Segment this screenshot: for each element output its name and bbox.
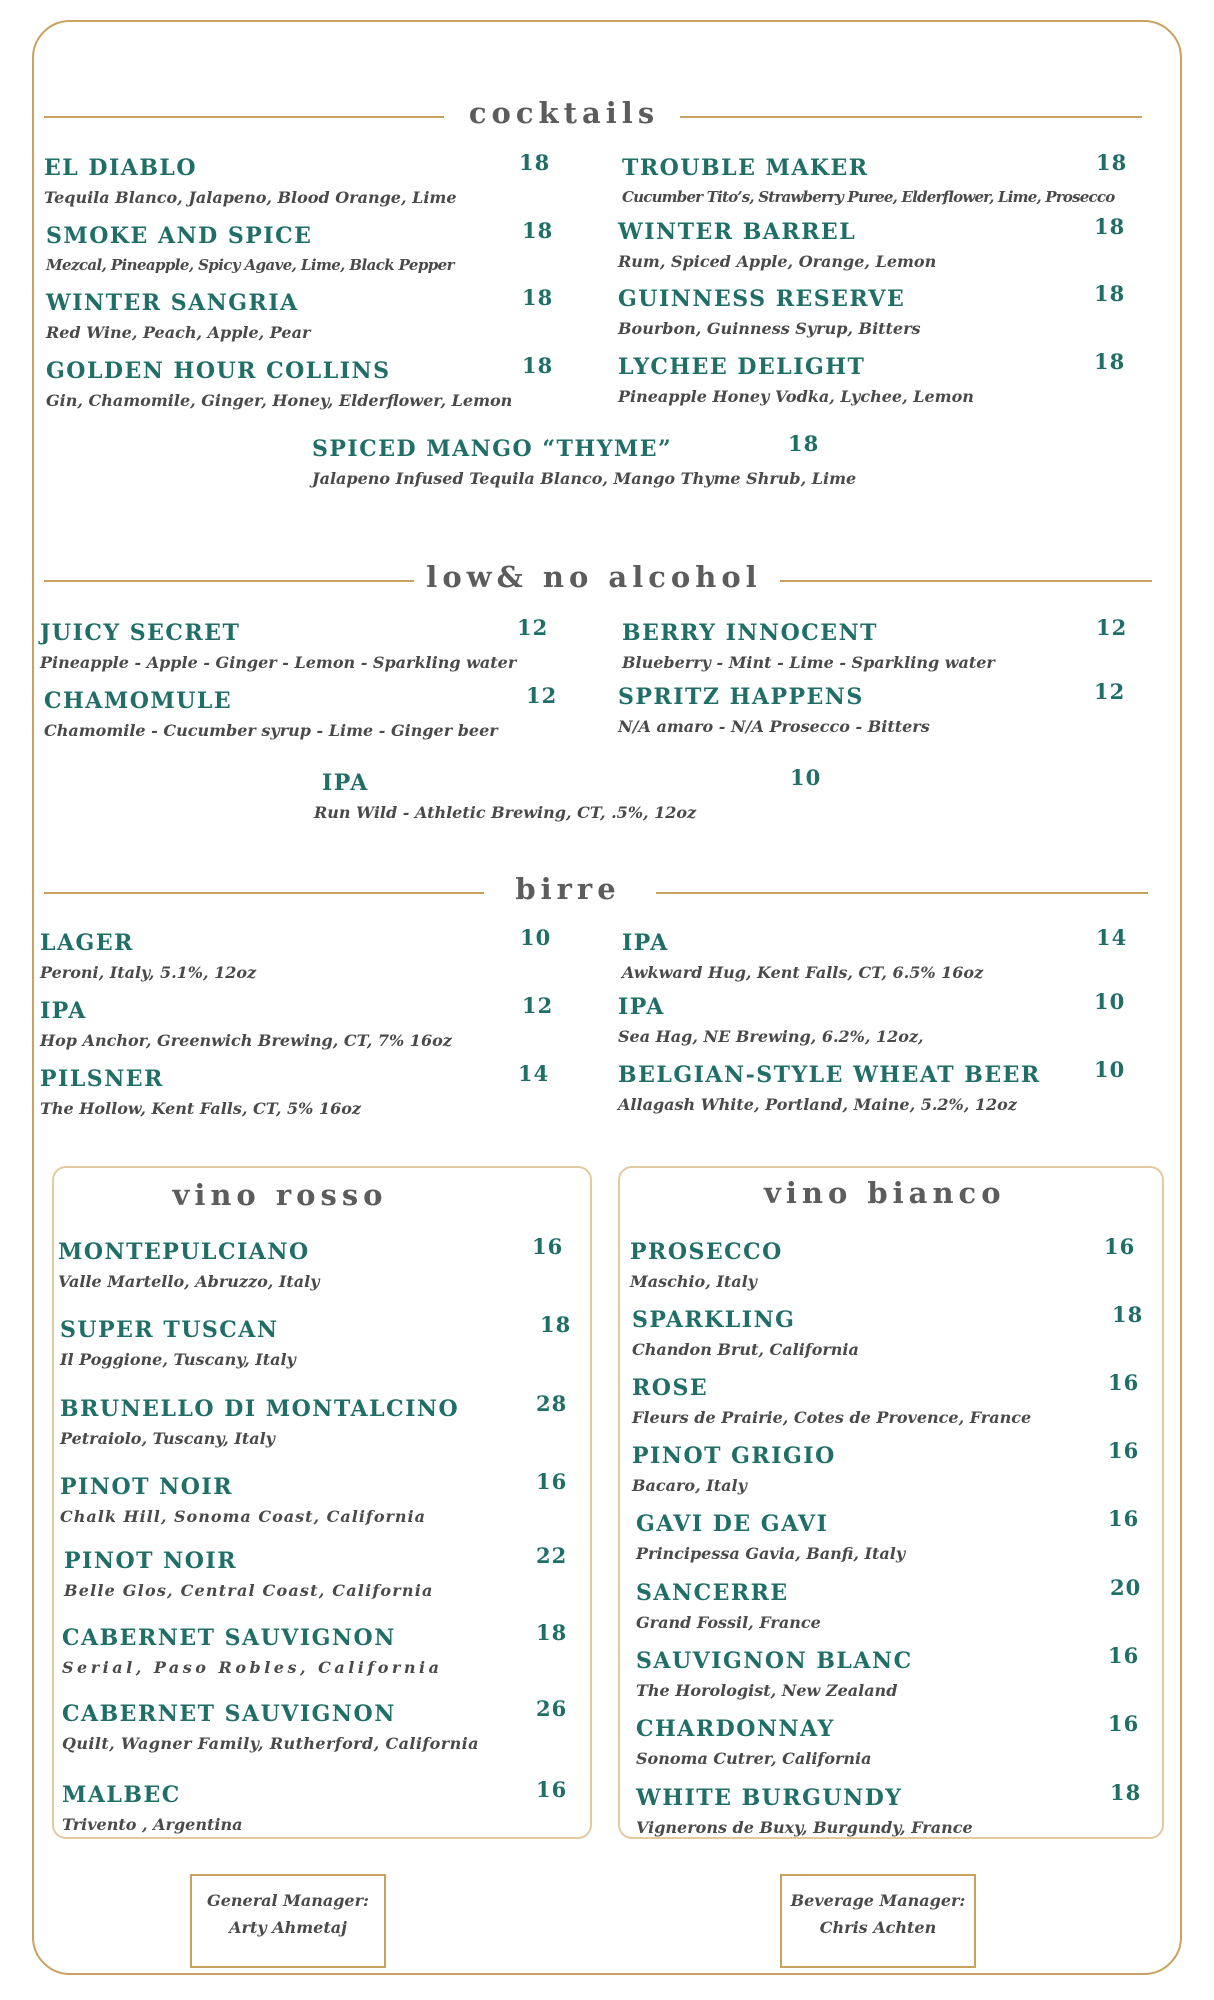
item-price: 16 (536, 1777, 568, 1802)
item-name: GAVI DE GAVI (636, 1511, 829, 1537)
item-description: Hop Anchor, Greenwich Brewing, CT, 7% 16oz (40, 1031, 452, 1050)
item-name: MONTEPULCIANO (58, 1239, 310, 1265)
item-price: 18 (522, 285, 554, 310)
general-manager-card (190, 1874, 386, 1968)
divider (656, 892, 1148, 894)
item-price: 18 (1096, 150, 1128, 175)
section-title-low-no-alcohol: low& no alcohol (426, 560, 762, 594)
item-price: 12 (526, 683, 558, 708)
item-name: SPARKLING (632, 1307, 796, 1333)
item-price: 18 (1112, 1302, 1144, 1327)
item-description: Fleurs de Prairie, Cotes de Provence, France (632, 1408, 1032, 1427)
item-price: 18 (519, 150, 551, 175)
item-price: 18 (1094, 349, 1126, 374)
item-name: PINOT GRIGIO (632, 1443, 836, 1469)
item-price: 16 (1104, 1234, 1136, 1259)
divider (44, 116, 444, 118)
divider (780, 580, 1152, 582)
item-price: 18 (536, 1620, 568, 1645)
item-description: The Horologist, New Zealand (636, 1681, 898, 1700)
section-title-birre: birre (515, 872, 621, 906)
item-name: LAGER (40, 930, 134, 956)
item-description: Chamomile - Cucumber syrup - Lime - Ginger beer (44, 721, 498, 740)
item-price: 22 (536, 1543, 568, 1568)
divider (44, 580, 414, 582)
item-price: 18 (522, 353, 554, 378)
item-description: Quilt, Wagner Family, Rutherford, California (62, 1734, 479, 1753)
beverage-manager-title: Beverage Manager: (790, 1891, 966, 1910)
item-name: BELGIAN-STYLE WHEAT BEER (618, 1062, 1041, 1088)
item-price: 28 (536, 1391, 568, 1416)
item-description: Awkward Hug, Kent Falls, CT, 6.5% 16oz (622, 963, 984, 982)
item-price: 10 (1094, 1057, 1126, 1082)
item-name: CHAMOMULE (44, 688, 233, 714)
item-price: 18 (1094, 214, 1126, 239)
item-description: Sea Hag, NE Brewing, 6.2%, 12oz, (618, 1027, 924, 1046)
item-price: 18 (1110, 1780, 1142, 1805)
item-price: 16 (1108, 1438, 1140, 1463)
item-description: Petraiolo, Tuscany, Italy (60, 1429, 275, 1448)
item-description: Pineapple Honey Vodka, Lychee, Lemon (618, 387, 974, 406)
item-description: Sonoma Cutrer, California (636, 1749, 872, 1768)
item-name: EL DIABLO (44, 155, 198, 181)
item-price: 14 (518, 1061, 550, 1086)
divider (680, 116, 1142, 118)
item-name: SAUVIGNON BLANC (636, 1648, 913, 1674)
item-name: SPICED MANGO “THYME” (312, 436, 673, 462)
item-name: SUPER TUSCAN (60, 1317, 279, 1343)
item-description: Allagash White, Portland, Maine, 5.2%, 12oz (618, 1095, 1017, 1114)
item-price: 20 (1110, 1575, 1142, 1600)
item-description: Tequila Blanco, Jalapeno, Blood Orange, Lime (44, 188, 457, 207)
item-description: Pineapple - Apple - Ginger - Lemon - Sparkling water (40, 653, 517, 672)
item-description: Vignerons de Buxy, Burgundy, France (636, 1818, 973, 1837)
item-description: Grand Fossil, France (636, 1613, 821, 1632)
item-name: PINOT NOIR (60, 1474, 233, 1500)
item-name: TROUBLE MAKER (622, 155, 869, 181)
item-description: Jalapeno Infused Tequila Blanco, Mango Thyme Shrub, Lime (312, 469, 857, 488)
item-description: Principessa Gavia, Banfi, Italy (636, 1544, 906, 1563)
item-name: PINOT NOIR (64, 1548, 237, 1574)
item-name: ROSE (632, 1375, 709, 1401)
item-name: MALBEC (62, 1782, 181, 1808)
item-name: WINTER SANGRIA (46, 290, 299, 316)
item-description: Mezcal, Pineapple, Spicy Agave, Lime, Black Pepper (46, 256, 454, 274)
item-description: Rum, Spiced Apple, Orange, Lemon (618, 252, 937, 271)
item-name: IPA (40, 998, 87, 1024)
item-price: 26 (536, 1696, 568, 1721)
item-price: 16 (1108, 1506, 1140, 1531)
item-name: CHARDONNAY (636, 1716, 835, 1742)
item-description: Peroni, Italy, 5.1%, 12oz (40, 963, 257, 982)
item-name: IPA (622, 930, 669, 956)
item-name: CABERNET SAUVIGNON (62, 1701, 396, 1727)
item-description: Valle Martello, Abruzzo, Italy (58, 1272, 320, 1291)
item-name: WINTER BARREL (618, 219, 857, 245)
item-description: Red Wine, Peach, Apple, Pear (46, 323, 311, 342)
item-name: JUICY SECRET (40, 620, 241, 646)
item-name: SPRITZ HAPPENS (618, 684, 864, 710)
section-title-vino-rosso: vino rosso (172, 1178, 388, 1212)
item-name: IPA (618, 994, 665, 1020)
item-price: 18 (788, 431, 820, 456)
item-price: 16 (1108, 1711, 1140, 1736)
item-name: CABERNET SAUVIGNON (62, 1625, 396, 1651)
item-description: Bourbon, Guinness Syrup, Bitters (618, 319, 921, 338)
beverage-manager-name: Chris Achten (819, 1918, 937, 1937)
item-name: IPA (322, 770, 369, 796)
item-price: 18 (1094, 281, 1126, 306)
item-price: 12 (522, 993, 554, 1018)
item-price: 14 (1096, 925, 1128, 950)
item-price: 12 (517, 615, 549, 640)
item-name: BERRY INNOCENT (622, 620, 879, 646)
item-price: 16 (1108, 1643, 1140, 1668)
item-description: Chalk Hill, Sonoma Coast, California (60, 1507, 426, 1526)
section-title-vino-bianco: vino bianco (764, 1176, 1006, 1210)
item-price: 16 (1108, 1370, 1140, 1395)
item-name: PROSECCO (630, 1239, 783, 1265)
item-name: SANCERRE (636, 1580, 789, 1606)
item-description: Gin, Chamomile, Ginger, Honey, Elderflower, Lemon (46, 391, 513, 410)
item-description: Belle Glos, Central Coast, California (64, 1581, 434, 1600)
item-description: Trivento , Argentina (62, 1815, 243, 1834)
item-price: 18 (540, 1312, 572, 1337)
item-price: 16 (532, 1234, 564, 1259)
item-description: Il Poggione, Tuscany, Italy (60, 1350, 296, 1369)
item-price: 10 (520, 925, 552, 950)
item-name: GOLDEN HOUR COLLINS (46, 358, 391, 384)
item-name: GUINNESS RESERVE (618, 286, 906, 312)
item-description: Chandon Brut, California (632, 1340, 859, 1359)
divider (44, 892, 484, 894)
item-name: BRUNELLO DI MONTALCINO (60, 1396, 460, 1422)
item-name: WHITE BURGUNDY (636, 1785, 903, 1811)
item-price: 10 (1094, 989, 1126, 1014)
item-price: 12 (1096, 615, 1128, 640)
item-description: Run Wild - Athletic Brewing, CT, .5%, 12oz (314, 803, 697, 822)
item-description: Bacaro, Italy (632, 1476, 747, 1495)
item-price: 10 (790, 765, 822, 790)
section-title-cocktails: cocktails (468, 96, 660, 130)
general-manager-title: General Manager: (207, 1891, 369, 1910)
item-price: 12 (1094, 679, 1126, 704)
item-name: SMOKE AND SPICE (46, 223, 313, 249)
item-description: Cucumber Tito’s, Strawberry Puree, Elderflower, Lime, Prosecco (622, 188, 1115, 206)
item-name: PILSNER (40, 1066, 164, 1092)
item-price: 18 (522, 218, 554, 243)
item-description: Maschio, Italy (630, 1272, 757, 1291)
item-price: 16 (536, 1469, 568, 1494)
item-description: Serial, Paso Robles, California (62, 1658, 443, 1677)
item-description: The Hollow, Kent Falls, CT, 5% 16oz (40, 1099, 361, 1118)
item-name: LYCHEE DELIGHT (618, 354, 866, 380)
general-manager-name: Arty Ahmetaj (229, 1918, 347, 1937)
beverage-manager-card (780, 1874, 976, 1968)
item-description: Blueberry - Mint - Lime - Sparkling water (622, 653, 995, 672)
item-description: N/A amaro - N/A Prosecco - Bitters (618, 717, 930, 736)
